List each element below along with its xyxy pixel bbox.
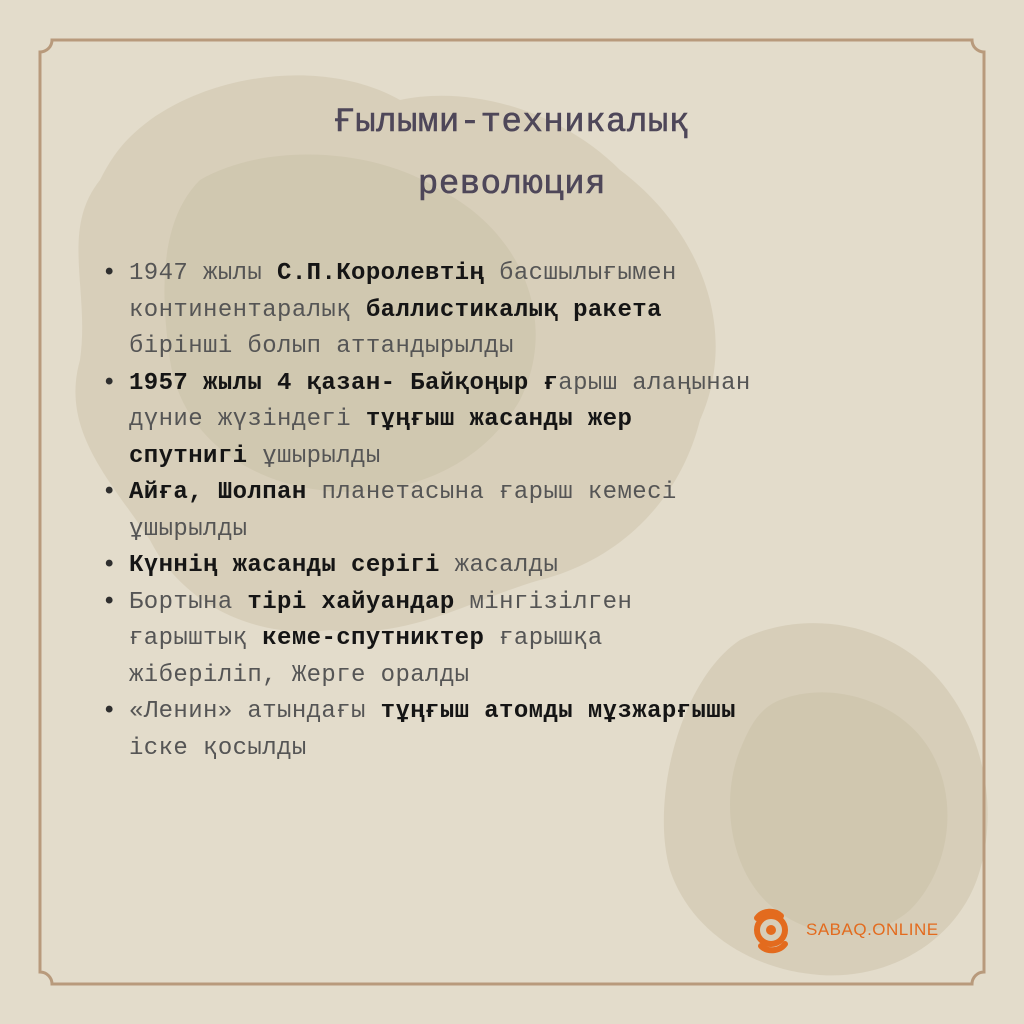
bullet-item xyxy=(100,366,920,476)
bullet-bold-text: С.П.Королевтің xyxy=(277,260,485,287)
bullet-text: Бортына xyxy=(129,588,248,616)
bullet-text: мінгізілген xyxy=(454,588,633,616)
bullet-dot-icon: • xyxy=(102,369,117,397)
bullet-text: ұшырылды xyxy=(247,442,381,470)
bullet-dot-icon: • xyxy=(102,260,117,287)
bullet-bold-text: баллистикалық ракета xyxy=(365,296,662,324)
bullet-text: жасалды xyxy=(439,552,559,579)
bullet-text: арыш алаңынан xyxy=(558,369,751,397)
bullet-dot-icon: • xyxy=(102,698,117,725)
bullet-text: іске қосылды xyxy=(129,734,307,762)
bullet-item xyxy=(100,548,920,585)
bullet-bold-text: кеме-спутниктер xyxy=(262,625,485,652)
bullet-text: континентаралық xyxy=(129,296,366,324)
bullet-bold-text: тұңғыш атомды мұзжарғышы xyxy=(380,698,736,725)
bullet-text: басшылығымен xyxy=(484,260,677,287)
bullet-text: ғарыштық xyxy=(129,625,263,652)
bullet-item xyxy=(100,694,920,767)
bullet-text: дүние жүзіндегі xyxy=(129,406,366,433)
sabaq-logo-icon xyxy=(749,908,805,954)
title-line-2: революция xyxy=(417,166,607,204)
bullet-text: бірінші болып аттандырылды xyxy=(129,333,514,360)
bullet-text: 1947 жылы xyxy=(129,260,278,287)
bullet-bold-text: Айға, Шолпан xyxy=(129,479,307,506)
bullet-text: планетасына ғарыш кемесі xyxy=(306,479,677,506)
title-line-1: Ғылыми-техникалық xyxy=(334,104,690,142)
bullet-dot-icon: • xyxy=(102,479,117,506)
bullet-dot-icon: • xyxy=(102,588,117,616)
bullet-bold-text: тірі хайуандар xyxy=(247,588,455,616)
bullet-bold-text: 1957 жылы 4 қазан- Байқоңыр ғ xyxy=(129,369,559,397)
logo-text: SABAQ.ONLINE xyxy=(806,920,939,939)
bullet-text: «Ленин» атындағы xyxy=(129,698,381,725)
bullet-text: ұшырылды xyxy=(129,515,248,543)
bullet-bold-text: спутнигі xyxy=(129,442,248,470)
bullet-text: ғарышқа xyxy=(484,625,603,652)
bullet-list xyxy=(100,256,920,767)
bullet-item xyxy=(100,475,920,548)
bullet-bold-text: Күннің жасанды серігі xyxy=(129,552,440,579)
bullet-text: жіберіліп, Жерге оралды xyxy=(129,661,470,689)
bullet-bold-text: тұңғыш жасанды жер xyxy=(365,406,633,433)
bullet-item xyxy=(100,585,920,695)
bullet-dot-icon: • xyxy=(102,552,117,579)
bullet-item xyxy=(100,256,920,366)
